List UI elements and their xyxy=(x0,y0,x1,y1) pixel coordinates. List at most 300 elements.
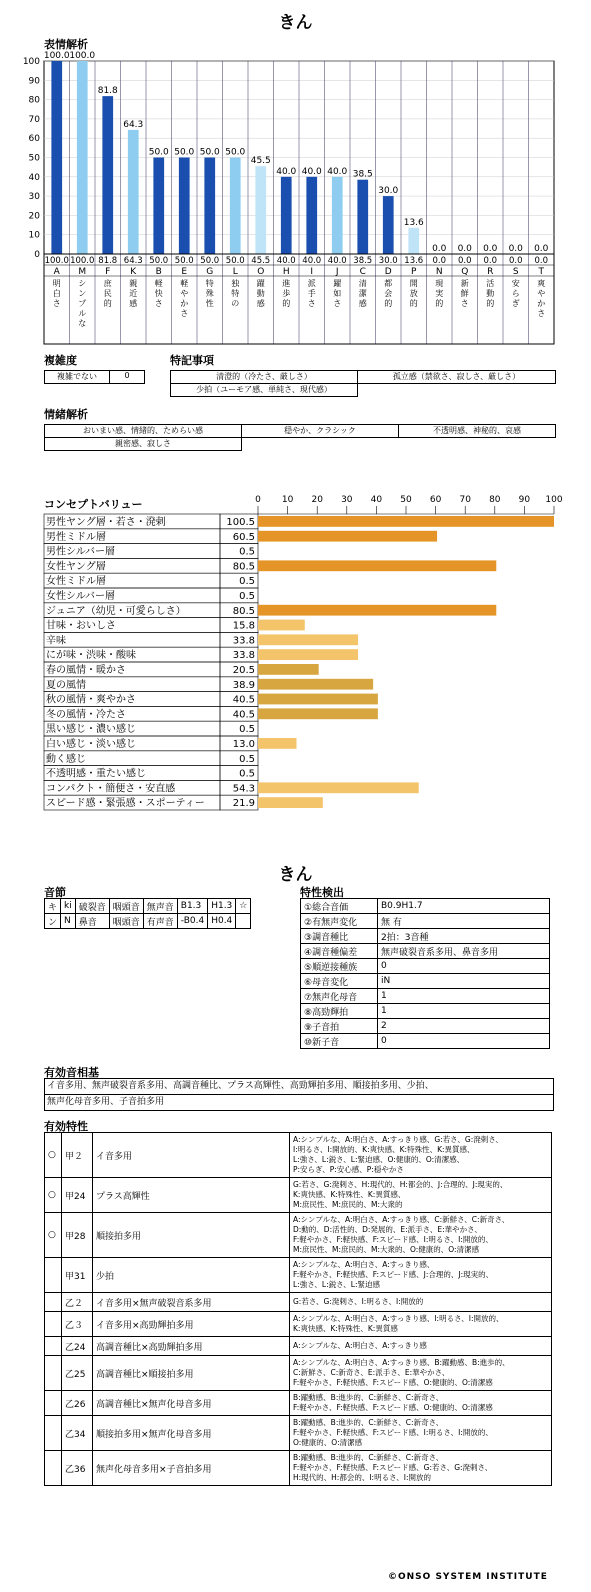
trait-desc-line: A:シンプルな、A:明白さ、A:すっきり感、B:躍動感、B:進歩的、 xyxy=(293,1358,510,1367)
category-description-char: や xyxy=(180,289,189,298)
code-cell: 甲24 xyxy=(62,1178,93,1213)
bar xyxy=(102,96,113,254)
table-row xyxy=(45,899,251,914)
y-tick-label: 90 xyxy=(28,76,40,87)
table-cell: 破裂音 xyxy=(75,899,109,914)
bar xyxy=(408,228,419,254)
table-cell: ⑩新子音 xyxy=(301,1034,378,1049)
y-tick-label: 50 xyxy=(28,153,40,164)
trait-desc-cell xyxy=(290,1312,552,1337)
page2-title: きん xyxy=(278,865,313,885)
x-tick-label: 10 xyxy=(281,495,294,505)
concept-value: 0.5 xyxy=(239,753,255,765)
category-letter: H xyxy=(282,267,290,277)
emotion-analysis-heading: 情緒解析 xyxy=(44,408,88,421)
category-description-char: 軽 xyxy=(180,279,189,288)
trait-desc-line: L:強さ、L:鋭さ、L:緊迫感 xyxy=(293,1280,381,1289)
category-letter: L xyxy=(232,267,238,277)
trait-desc-line: C:新鮮さ、C:新奇さ、E:派手さ、E:華やかさ、 xyxy=(293,1368,450,1377)
category-description-char: な xyxy=(78,319,87,328)
concept-value: 0.5 xyxy=(239,546,255,558)
category-letter: O xyxy=(257,267,265,277)
effective-base-line: イ音多用、無声破裂音系多用、高調音種比、プラス高輝性、高勁輝拍多用、順接拍多用、少拍、 xyxy=(45,1079,553,1095)
bottom-value-label: 0.0 xyxy=(508,256,523,266)
table-cell: 無 有 xyxy=(378,914,550,929)
bar xyxy=(179,158,190,255)
x-tick-label: 40 xyxy=(370,495,383,505)
mark-cell xyxy=(45,1451,62,1486)
table-cell: 鼻音 xyxy=(75,914,109,929)
category-letter: C xyxy=(359,267,366,277)
y-tick-label: 20 xyxy=(28,211,40,222)
trait-name-cell: 高調音種比×無声化母音多用 xyxy=(93,1391,290,1416)
category-description-char: 実 xyxy=(435,289,444,298)
bar-value-label: 50.0 xyxy=(199,147,220,158)
concept-label: 女性ミドル層 xyxy=(46,576,106,588)
concept-label: 男性シルバー層 xyxy=(46,546,116,558)
table-cell: 2拍：3音種 xyxy=(378,929,550,944)
bar-value-label: 0.0 xyxy=(457,244,472,254)
category-description-char: 派 xyxy=(307,279,316,288)
trait-desc-line: F:軽やかさ、F:軽快感、F:スピード感、O:健康的、O:清潔感 xyxy=(293,1403,493,1412)
category-description-char: さ xyxy=(307,299,316,308)
bar xyxy=(332,177,343,254)
bar-value-label: 50.0 xyxy=(225,147,246,158)
table-cell: ☆ xyxy=(236,899,251,914)
trait-desc-line: F:軽やかさ、F:軽快感、F:スピード感、I:明るさ、I:開放的、 xyxy=(293,1235,493,1244)
emotion-item: おいまい感、情緒的、ためらい感 xyxy=(44,424,242,438)
trait-desc-line: F:軽やかさ、F:軽快感、F:スピード感、O:健康的、O:清潔感 xyxy=(293,1378,493,1387)
table-cell: ②有無声変化 xyxy=(301,914,378,929)
concept-value: 80.5 xyxy=(232,605,255,617)
category-description-char: や xyxy=(537,289,546,298)
category-description-char: 躍 xyxy=(333,279,342,288)
bottom-value-label: 40.0 xyxy=(276,256,296,266)
y-tick-label: 0 xyxy=(34,250,40,260)
bottom-value-label: 0.0 xyxy=(432,256,447,266)
category-description-char: ル xyxy=(78,309,87,318)
trait-desc-line: A:シンプルな、A:明白さ、A:すっきり感、I:明るさ、I:開放的、 xyxy=(293,1314,504,1323)
table-cell: 無声音 xyxy=(143,899,177,914)
bottom-value-label: 0.0 xyxy=(483,256,498,266)
code-cell: 乙26 xyxy=(62,1391,93,1416)
category-description-char: 都 xyxy=(384,279,393,288)
concept-bar xyxy=(258,694,378,705)
trait-desc-line: A:シンプルな、A:明白さ、A:すっきり感、C:新鮮さ、C:新奇さ、 xyxy=(293,1215,510,1224)
bar xyxy=(230,158,241,255)
concept-label: にが味・渋味・酸味 xyxy=(46,650,136,662)
code-cell: 乙２ xyxy=(62,1293,93,1312)
special-note-item: 少拍（ユーモア感、単純さ、現代感） xyxy=(170,383,358,397)
y-tick-label: 100 xyxy=(22,57,40,67)
table-cell: B0.9H1.7 xyxy=(378,899,550,914)
concept-label: 動く感じ xyxy=(46,753,86,765)
mark-cell xyxy=(45,1312,62,1337)
trait-desc-cell xyxy=(290,1416,552,1451)
table-cell: ン xyxy=(45,914,61,929)
table-row xyxy=(301,914,550,929)
category-description-char: 潔 xyxy=(358,289,367,298)
table-row xyxy=(45,1356,552,1391)
category-description-char: 的 xyxy=(103,299,112,308)
effective-base-line: 無声化母音多用、子音拍多用 xyxy=(47,1097,165,1107)
table-cell: 1 xyxy=(378,989,550,1004)
effective-traits-heading: 有効特性 xyxy=(44,1120,88,1133)
category-description-char: 近 xyxy=(129,289,138,298)
bar-value-label: 50.0 xyxy=(148,147,169,158)
footer-copyright: ©ONSO SYSTEM INSTITUTE xyxy=(388,1572,548,1582)
x-tick-label: 0 xyxy=(255,495,261,505)
emotion-item: 穏やか、クラシック xyxy=(241,424,399,438)
concept-value: 15.8 xyxy=(232,620,255,632)
table-row xyxy=(45,1293,552,1312)
feature-detection-table xyxy=(300,898,550,1049)
category-letter: M xyxy=(78,267,87,277)
table-row xyxy=(301,959,550,974)
syllable-heading: 音節 xyxy=(44,886,66,899)
y-tick-label: 80 xyxy=(28,95,40,106)
concept-label: 女性シルバー層 xyxy=(46,591,116,602)
table-cell: 0 xyxy=(378,1034,550,1049)
table-cell: H1.3 xyxy=(208,899,236,914)
concept-label: 春の風情・暖かさ xyxy=(46,665,126,676)
trait-desc-line: A:シンプルな、A:明白さ、A:すっきり感、G:若さ、G:溌剌さ、 xyxy=(293,1135,503,1144)
concept-value: 60.5 xyxy=(232,531,255,543)
y-tick-label: 30 xyxy=(28,192,40,203)
category-description-char: 清 xyxy=(358,279,367,288)
category-description-char: 的 xyxy=(486,299,495,308)
concept-bar xyxy=(258,620,305,631)
trait-desc-cell xyxy=(290,1293,552,1312)
category-description-char: 開 xyxy=(409,279,418,288)
y-tick-label: 60 xyxy=(28,134,40,145)
code-cell: 乙25 xyxy=(62,1356,93,1391)
concept-value: 20.5 xyxy=(232,665,255,676)
table-row xyxy=(301,1004,550,1019)
x-tick-label: 30 xyxy=(341,495,353,505)
concept-bar xyxy=(258,708,378,719)
category-description-char: さ xyxy=(333,299,342,308)
mark-cell xyxy=(45,1416,62,1451)
table-row xyxy=(45,914,251,929)
bottom-value-label: 50.0 xyxy=(174,256,194,266)
trait-name-cell: 高調音種比×高勁輝拍多用 xyxy=(93,1337,290,1356)
bottom-value-label: 50.0 xyxy=(149,256,169,266)
bottom-value-label: 64.3 xyxy=(123,256,143,266)
table-row xyxy=(45,1416,552,1451)
x-tick-label: 100 xyxy=(545,495,563,505)
category-description-char: 庶 xyxy=(103,279,112,288)
x-tick-label: 50 xyxy=(400,495,412,505)
category-description-char: さ xyxy=(52,299,61,308)
code-cell: 乙24 xyxy=(62,1337,93,1356)
trait-desc-line: A:シンプルな、A:明白さ、A:すっきり感、 xyxy=(293,1260,435,1269)
bar xyxy=(204,158,215,255)
trait-desc-line: B:躍動感、B:進歩的、C:新鮮さ、C:新奇さ、 xyxy=(293,1453,444,1462)
table-cell: ⑨子音拍 xyxy=(301,1019,378,1034)
table-row xyxy=(45,1451,552,1486)
table-cell: ③調音種比 xyxy=(301,929,378,944)
table-row xyxy=(301,929,550,944)
table-cell: -B0.4 xyxy=(177,914,207,929)
trait-desc-cell xyxy=(290,1213,552,1258)
category-description-char: 特 xyxy=(205,279,214,288)
trait-name-cell: イ音多用×無声破裂音系多用 xyxy=(93,1293,290,1312)
concept-label: 不透明感・重たい感じ xyxy=(46,768,146,780)
concept-label: 夏の風情 xyxy=(46,679,86,691)
concept-bar xyxy=(258,738,296,749)
mark-cell: ○ xyxy=(45,1178,62,1213)
category-description-char: 躍 xyxy=(256,279,265,288)
trait-desc-line: M:庶民性、M:庶民的、M:大衆的、O:健康的、O:清潔感 xyxy=(293,1245,480,1254)
category-description-char: 特 xyxy=(231,289,240,298)
bottom-value-label: 50.0 xyxy=(200,256,220,266)
table-cell: 1 xyxy=(378,1004,550,1019)
special-notes-heading: 特記事項 xyxy=(170,354,214,367)
category-description-char: 的 xyxy=(384,299,393,308)
trait-desc-line: K:爽快感、K:特殊性、K:異質感、 xyxy=(293,1190,406,1199)
table-cell: キ xyxy=(45,899,61,914)
category-description-char: 独 xyxy=(231,279,240,288)
emotion-item: 親密感、寂しさ xyxy=(44,437,242,451)
trait-name-cell: 高調音種比×順接拍多用 xyxy=(93,1356,290,1391)
bar-value-label: 13.6 xyxy=(403,217,424,228)
table-row xyxy=(45,1391,552,1416)
trait-desc-line: D:動的、D:活性的、D:発展的、E:派手さ、E:華やかさ、 xyxy=(293,1225,482,1234)
category-letter: G xyxy=(206,267,214,277)
concept-label: ジュニア（幼児・可愛らしさ） xyxy=(46,605,186,617)
category-description-char: 動 xyxy=(486,289,495,298)
concept-label: 冬の風情・冷たさ xyxy=(46,709,126,721)
category-description-char: 白 xyxy=(52,289,61,298)
concept-value: 21.9 xyxy=(232,798,255,810)
mark-cell xyxy=(45,1293,62,1312)
category-description-char: 歩 xyxy=(282,289,291,298)
category-letter: N xyxy=(435,267,443,277)
table-row xyxy=(45,1337,552,1356)
concept-value: 0.5 xyxy=(239,576,255,588)
category-description-char: ン xyxy=(78,289,87,298)
code-cell: 乙34 xyxy=(62,1416,93,1451)
table-cell: 有声音 xyxy=(143,914,177,929)
x-tick-label: 80 xyxy=(489,495,501,505)
emotion-item: 不透明感、神秘的、哀感 xyxy=(398,424,556,438)
trait-desc-line: O:健康的、O:清潔感 xyxy=(293,1438,363,1447)
bar xyxy=(153,158,164,255)
concept-bar xyxy=(258,649,358,660)
trait-desc-line: B:躍動感、B:進歩的、C:新鮮さ、C:新奇さ、 xyxy=(293,1418,444,1427)
concept-value: 33.8 xyxy=(232,635,255,647)
y-tick-label: 70 xyxy=(28,114,40,125)
trait-desc-line: K:爽快感、K:特殊性、K:異質感 xyxy=(293,1324,398,1333)
category-description-char: 安 xyxy=(511,279,520,288)
concept-value: 80.5 xyxy=(232,561,255,573)
trait-desc-line: F:軽やかさ、F:軽快感、F:スピード感、I:明るさ、I:開放的、 xyxy=(293,1428,493,1437)
trait-desc-line: G:若さ、G:溌剌さ、H:現代的、H:都会的、J:合理的、J:現実的、 xyxy=(293,1180,508,1189)
table-row xyxy=(45,1258,552,1293)
bottom-value-label: 81.8 xyxy=(98,256,118,266)
table-row xyxy=(301,1019,550,1034)
trait-desc-cell xyxy=(290,1391,552,1416)
concept-value: 40.5 xyxy=(232,694,255,706)
mark-cell: ○ xyxy=(45,1213,62,1258)
syllable-table xyxy=(44,898,251,929)
table-cell: N xyxy=(61,914,76,929)
expression-bar-chart xyxy=(0,46,591,348)
category-letter: K xyxy=(130,267,137,277)
category-description-char: 的 xyxy=(282,299,291,308)
category-letter: E xyxy=(181,267,188,277)
table-cell: ①総合音価 xyxy=(301,899,378,914)
concept-value: 54.3 xyxy=(232,783,255,795)
effective-traits-table xyxy=(44,1132,552,1486)
category-description-char: 現 xyxy=(435,279,444,288)
mark-cell xyxy=(45,1258,62,1293)
category-letter: B xyxy=(155,267,162,277)
complexity-value: 0 xyxy=(109,370,145,384)
trait-desc-cell xyxy=(290,1178,552,1213)
bar-value-label: 64.3 xyxy=(123,119,144,130)
bottom-value-label: 13.6 xyxy=(404,256,424,266)
category-letter: A xyxy=(53,267,60,277)
concept-value: 0.5 xyxy=(239,768,255,780)
trait-desc-line: A:シンプルな、A:明白さ、A:すっきり感 xyxy=(293,1341,427,1350)
trait-desc-line: H:現代的、H:都会的、I:明るさ、I:開放的 xyxy=(293,1473,432,1482)
table-cell xyxy=(236,914,251,929)
bar-value-label: 0.0 xyxy=(508,244,523,254)
complexity-heading: 複雑度 xyxy=(44,354,77,367)
category-description-char: 動 xyxy=(256,289,265,298)
category-description-char: 感 xyxy=(358,299,367,308)
concept-label: 辛味 xyxy=(46,635,66,647)
bar-value-label: 45.5 xyxy=(250,156,271,167)
concept-bar xyxy=(258,797,323,808)
category-description-char: 活 xyxy=(486,279,495,288)
bottom-value-label: 100.0 xyxy=(70,256,95,266)
category-description-char: 民 xyxy=(103,289,112,298)
category-description-char: 性 xyxy=(205,299,214,308)
category-letter: Q xyxy=(461,267,469,277)
code-cell: 甲２ xyxy=(62,1133,93,1178)
trait-desc-cell xyxy=(290,1258,552,1293)
table-row xyxy=(45,1178,552,1213)
category-description-char: 快 xyxy=(154,289,163,298)
concept-label: スピード感・緊張感・スポーティー xyxy=(46,798,205,810)
x-tick-label: 60 xyxy=(429,495,442,505)
category-letter: D xyxy=(384,267,392,277)
category-letter: P xyxy=(411,267,417,277)
effective-base-box xyxy=(44,1078,554,1111)
table-row xyxy=(301,944,550,959)
concept-value: 0.5 xyxy=(239,724,255,736)
bottom-value-label: 100.0 xyxy=(44,256,69,266)
code-cell: 甲28 xyxy=(62,1213,93,1258)
concept-label: 男性ミドル層 xyxy=(46,531,106,543)
category-description-char: さ xyxy=(180,309,189,318)
concept-value: 40.5 xyxy=(232,709,255,721)
trait-desc-cell xyxy=(290,1133,552,1178)
concept-value-heading: コンセプトバリュー xyxy=(44,498,143,511)
trait-desc-cell xyxy=(290,1337,552,1356)
bar-value-label: 50.0 xyxy=(174,147,195,158)
category-description-char: プ xyxy=(78,299,87,308)
bottom-value-label: 40.0 xyxy=(302,256,322,266)
table-cell: 咽頭音 xyxy=(109,899,143,914)
complexity-label: 複雑でない xyxy=(44,370,110,384)
bar-value-label: 100.0 xyxy=(43,51,70,61)
trait-desc-line: P:安らぎ、P:安心感、P:穏やかさ xyxy=(293,1165,404,1174)
mark-cell xyxy=(45,1337,62,1356)
concept-label: 黒い感じ・濃い感じ xyxy=(46,724,136,736)
table-cell: ④調音種偏差 xyxy=(301,944,378,959)
bar-value-label: 40.0 xyxy=(327,166,348,177)
category-description-char: か xyxy=(537,299,546,308)
bottom-value-label: 30.0 xyxy=(378,256,398,266)
bar-value-label: 100.0 xyxy=(69,51,96,61)
concept-value-chart xyxy=(0,490,591,820)
page-title: きん xyxy=(278,13,313,33)
concept-value: 0.5 xyxy=(239,591,255,602)
x-tick-label: 90 xyxy=(518,495,531,505)
code-cell: 乙３ xyxy=(62,1312,93,1337)
category-description-char: 放 xyxy=(409,289,418,298)
table-row xyxy=(301,899,550,914)
trait-name-cell: 無声化母音多用×子音拍多用 xyxy=(93,1451,290,1486)
bar-value-label: 81.8 xyxy=(97,86,118,97)
trait-name-cell: 少拍 xyxy=(93,1258,290,1293)
category-letter: R xyxy=(487,267,494,277)
category-description-char: の xyxy=(231,299,240,308)
table-cell: ⑦無声化母音 xyxy=(301,989,378,1004)
bar-value-label: 30.0 xyxy=(378,186,399,197)
trait-name-cell: 順接拍多用×無声化母音多用 xyxy=(93,1416,290,1451)
category-description-char: 如 xyxy=(333,289,342,298)
table-cell: H0.4 xyxy=(208,914,236,929)
category-description-char: 感 xyxy=(129,299,138,308)
bar xyxy=(128,130,139,254)
table-row xyxy=(45,1312,552,1337)
bar xyxy=(383,196,394,254)
category-description-char: 会 xyxy=(384,289,393,298)
table-row xyxy=(45,1213,552,1258)
category-description-char: 的 xyxy=(409,299,418,308)
category-description-char: 殊 xyxy=(205,289,214,298)
table-row xyxy=(301,989,550,1004)
concept-label: コンパクト・簡便さ・安直感 xyxy=(46,783,176,795)
mark-cell xyxy=(45,1356,62,1391)
table-cell: 無声破裂音系多用、鼻音多用 xyxy=(378,944,550,959)
label-cell xyxy=(44,632,220,647)
category-description-char: 進 xyxy=(282,279,291,288)
concept-value: 13.0 xyxy=(232,739,255,750)
table-cell: 2 xyxy=(378,1019,550,1034)
category-description-char: か xyxy=(180,299,189,308)
category-letter: S xyxy=(512,267,519,277)
trait-name-cell: イ音多用 xyxy=(93,1133,290,1178)
concept-value: 100.5 xyxy=(226,517,255,528)
table-row xyxy=(301,974,550,989)
table-row xyxy=(45,1133,552,1178)
category-description-char: さ xyxy=(460,299,469,308)
bar xyxy=(255,166,266,254)
category-description-char: 明 xyxy=(52,279,61,288)
table-cell: ⑤順逆接種族 xyxy=(301,959,378,974)
bar-value-label: 0.0 xyxy=(432,244,447,254)
special-note-item: 清澄的（冷たさ、厳しさ） xyxy=(170,370,358,384)
category-description-char: ぎ xyxy=(511,299,520,308)
y-tick-label: 10 xyxy=(28,230,40,241)
mark-cell xyxy=(45,1391,62,1416)
